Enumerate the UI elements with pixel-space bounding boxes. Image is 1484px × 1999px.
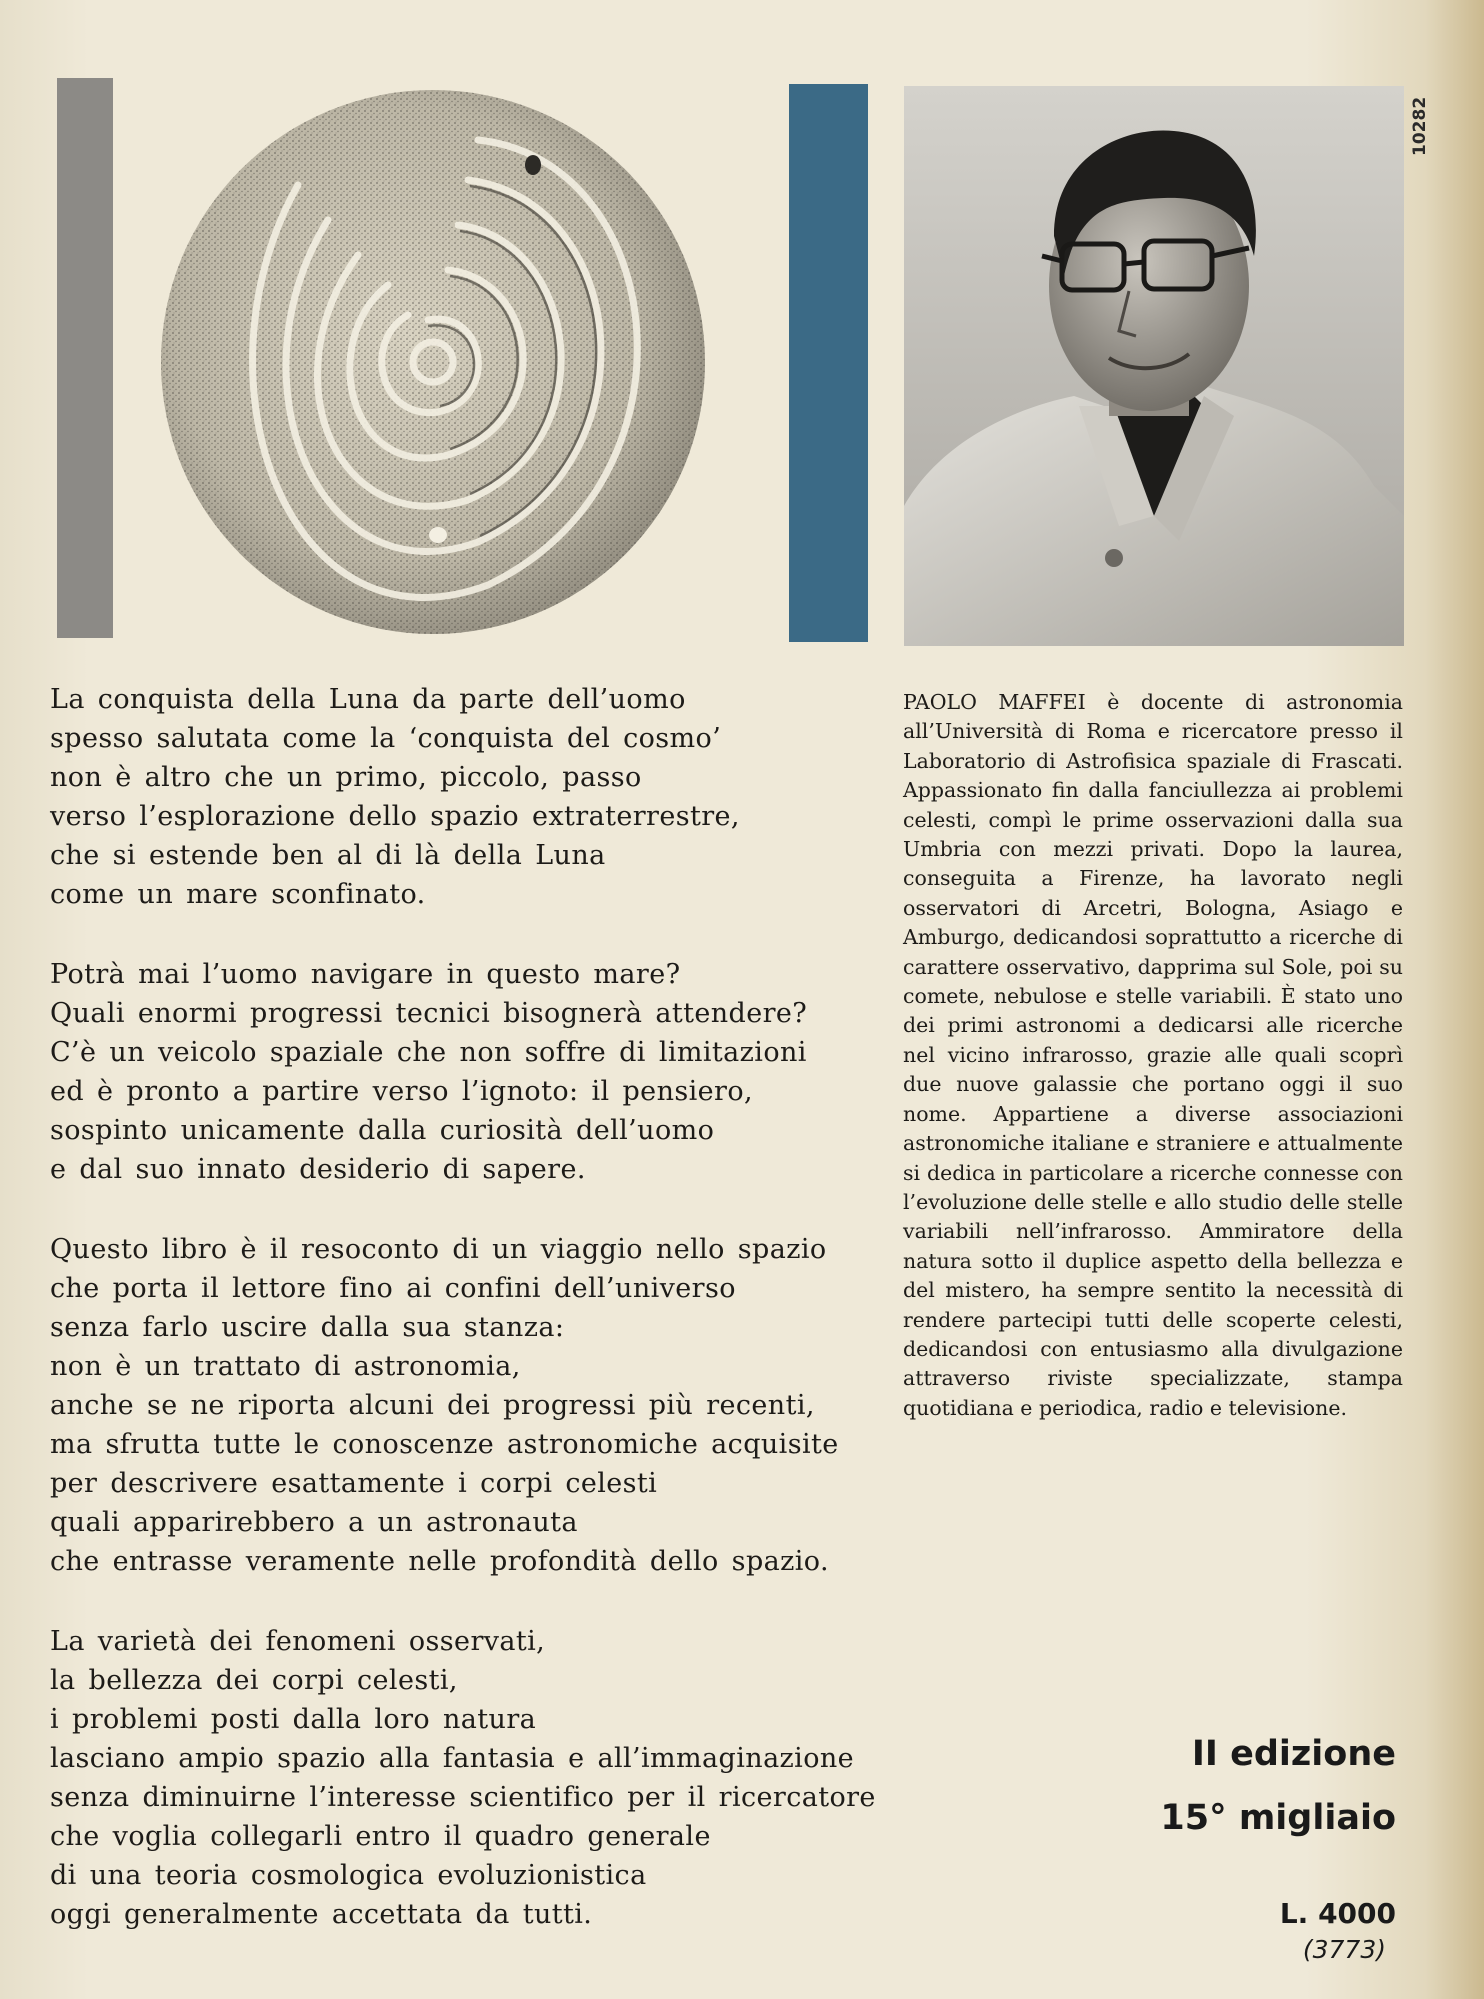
blurb-line: sospinto unicamente dalla curiosità dell’uomo (50, 1115, 715, 1146)
blurb-paragraph-4 (50, 1622, 876, 1934)
gray-accent-bar (57, 78, 113, 638)
price-amount: L. 4000 (1279, 1897, 1396, 1930)
price-block (1280, 1896, 1396, 1968)
blurb-line: quali apparirebbero a un astronauta (50, 1507, 578, 1538)
blurb-line: che si estende ben al di là della Luna (50, 840, 606, 871)
edition-info (1160, 1722, 1396, 1850)
blurb-line: anche se ne riporta alcuni dei progressi più recenti, (50, 1390, 815, 1421)
blue-accent-bar (789, 84, 868, 642)
blurb-line: Quali enormi progressi tecnici bisognerà attendere? (50, 998, 808, 1029)
blurb-line: che porta il lettore fino ai confini dell’universo (50, 1273, 736, 1304)
blurb-line: C’è un veicolo spaziale che non soffre di limitazioni (50, 1037, 807, 1068)
blurb-line: non è un trattato di astronomia, (50, 1351, 521, 1382)
blurb-line: La varietà dei fenomeni osservati, (50, 1626, 546, 1657)
catalog-code: (3773) (1302, 1935, 1386, 1964)
blurb-line: La conquista della Luna da parte dell’uomo (50, 684, 686, 715)
blurb-line: senza diminuirne l’interesse scientifico per il ricercatore (50, 1782, 876, 1813)
blurb-line: i problemi posti dalla loro natura (50, 1704, 537, 1735)
blurb-line: per descrivere esattamente i corpi celesti (50, 1468, 658, 1499)
print-run: 15° migliaio (1160, 1798, 1396, 1838)
blurb-line: e dal suo innato desiderio di sapere. (50, 1154, 586, 1185)
blurb-line: che entrasse veramente nelle profondità dello spazio. (50, 1546, 829, 1577)
blurb-line: come un mare sconfinato. (50, 879, 426, 910)
edition-number: II edizione (1191, 1734, 1396, 1774)
blurb-paragraph-1 (50, 680, 870, 914)
blurb-line: Potrà mai l’uomo navigare in questo mare? (50, 959, 681, 990)
blurb-line: di una teoria cosmologica evoluzionistica (50, 1860, 647, 1891)
blurb-line: spesso salutata come la ‘conquista del cosmo’ (50, 723, 722, 754)
blurb-line: Questo libro è il resoconto di un viaggio nello spazio (50, 1234, 827, 1265)
author-portrait-photo (904, 86, 1404, 646)
author-biography: PAOLO MAFFEI è docente di astronomia all’Università di Roma e ricercatore presso il Laboratorio di Astrofisica spaziale di Frascati. Appassionato fin dalla fanciullezza ai problemi celesti, compì le prime osservazioni dalla sua Umbria con mezzi privati. Dopo la laurea, conseguita a Firenze, ha lavorato negli osservatori di Arcetri, Bologna, Asiago e Amburgo, dedicandosi soprattutto a ricerche di carattere osservativo, dapprima sul Sole, poi su comete, nebulose e stelle variabili. È stato uno dei primi astronomi a dedicarsi alle ricerche nel vicino infrarosso, grazie alle quali scoprì due nuove galassie che portano oggi il suo nome. Appartiene a diverse associazioni astronomiche italiane e straniere e attualmente si dedica in particolare a ricerche connesse con l’evoluzione delle stelle e allo studio delle stelle variabili nell’infrarosso. Ammiratore della natura sotto il duplice aspetto della bellezza e del mistero, ha sempre sentito la necessità di rendere partecipi tutti delle scoperte celesti, dedicandosi con entusiasmo alla divulgazione attraverso riviste specializzate, stampa quotidiana e periodica, radio e televisione. (903, 690, 1403, 1420)
book-blurb (50, 680, 876, 1975)
blurb-line: oggi generalmente accettata da tutti. (50, 1899, 593, 1930)
moon-surface-illustration (148, 80, 708, 642)
blurb-line: non è altro che un primo, piccolo, passo (50, 762, 642, 793)
blurb-paragraph-3 (50, 1230, 870, 1581)
blurb-line: ed è pronto a partire verso l’ignoto: il pensiero, (50, 1076, 753, 1107)
blurb-line: lasciano ampio spazio alla fantasia e all’immaginazione (50, 1743, 855, 1774)
blurb-line: verso l’esplorazione dello spazio extraterrestre, (50, 801, 740, 832)
catalog-number: 10282 (1410, 96, 1430, 156)
blurb-line: senza farlo uscire dalla sua stanza: (50, 1312, 565, 1343)
blurb-line: che voglia collegarli entro il quadro generale (50, 1821, 711, 1852)
blurb-paragraph-2 (50, 955, 870, 1189)
blurb-line: la bellezza dei corpi celesti, (50, 1665, 458, 1696)
blurb-line: ma sfrutta tutte le conoscenze astronomiche acquisite (50, 1429, 839, 1460)
